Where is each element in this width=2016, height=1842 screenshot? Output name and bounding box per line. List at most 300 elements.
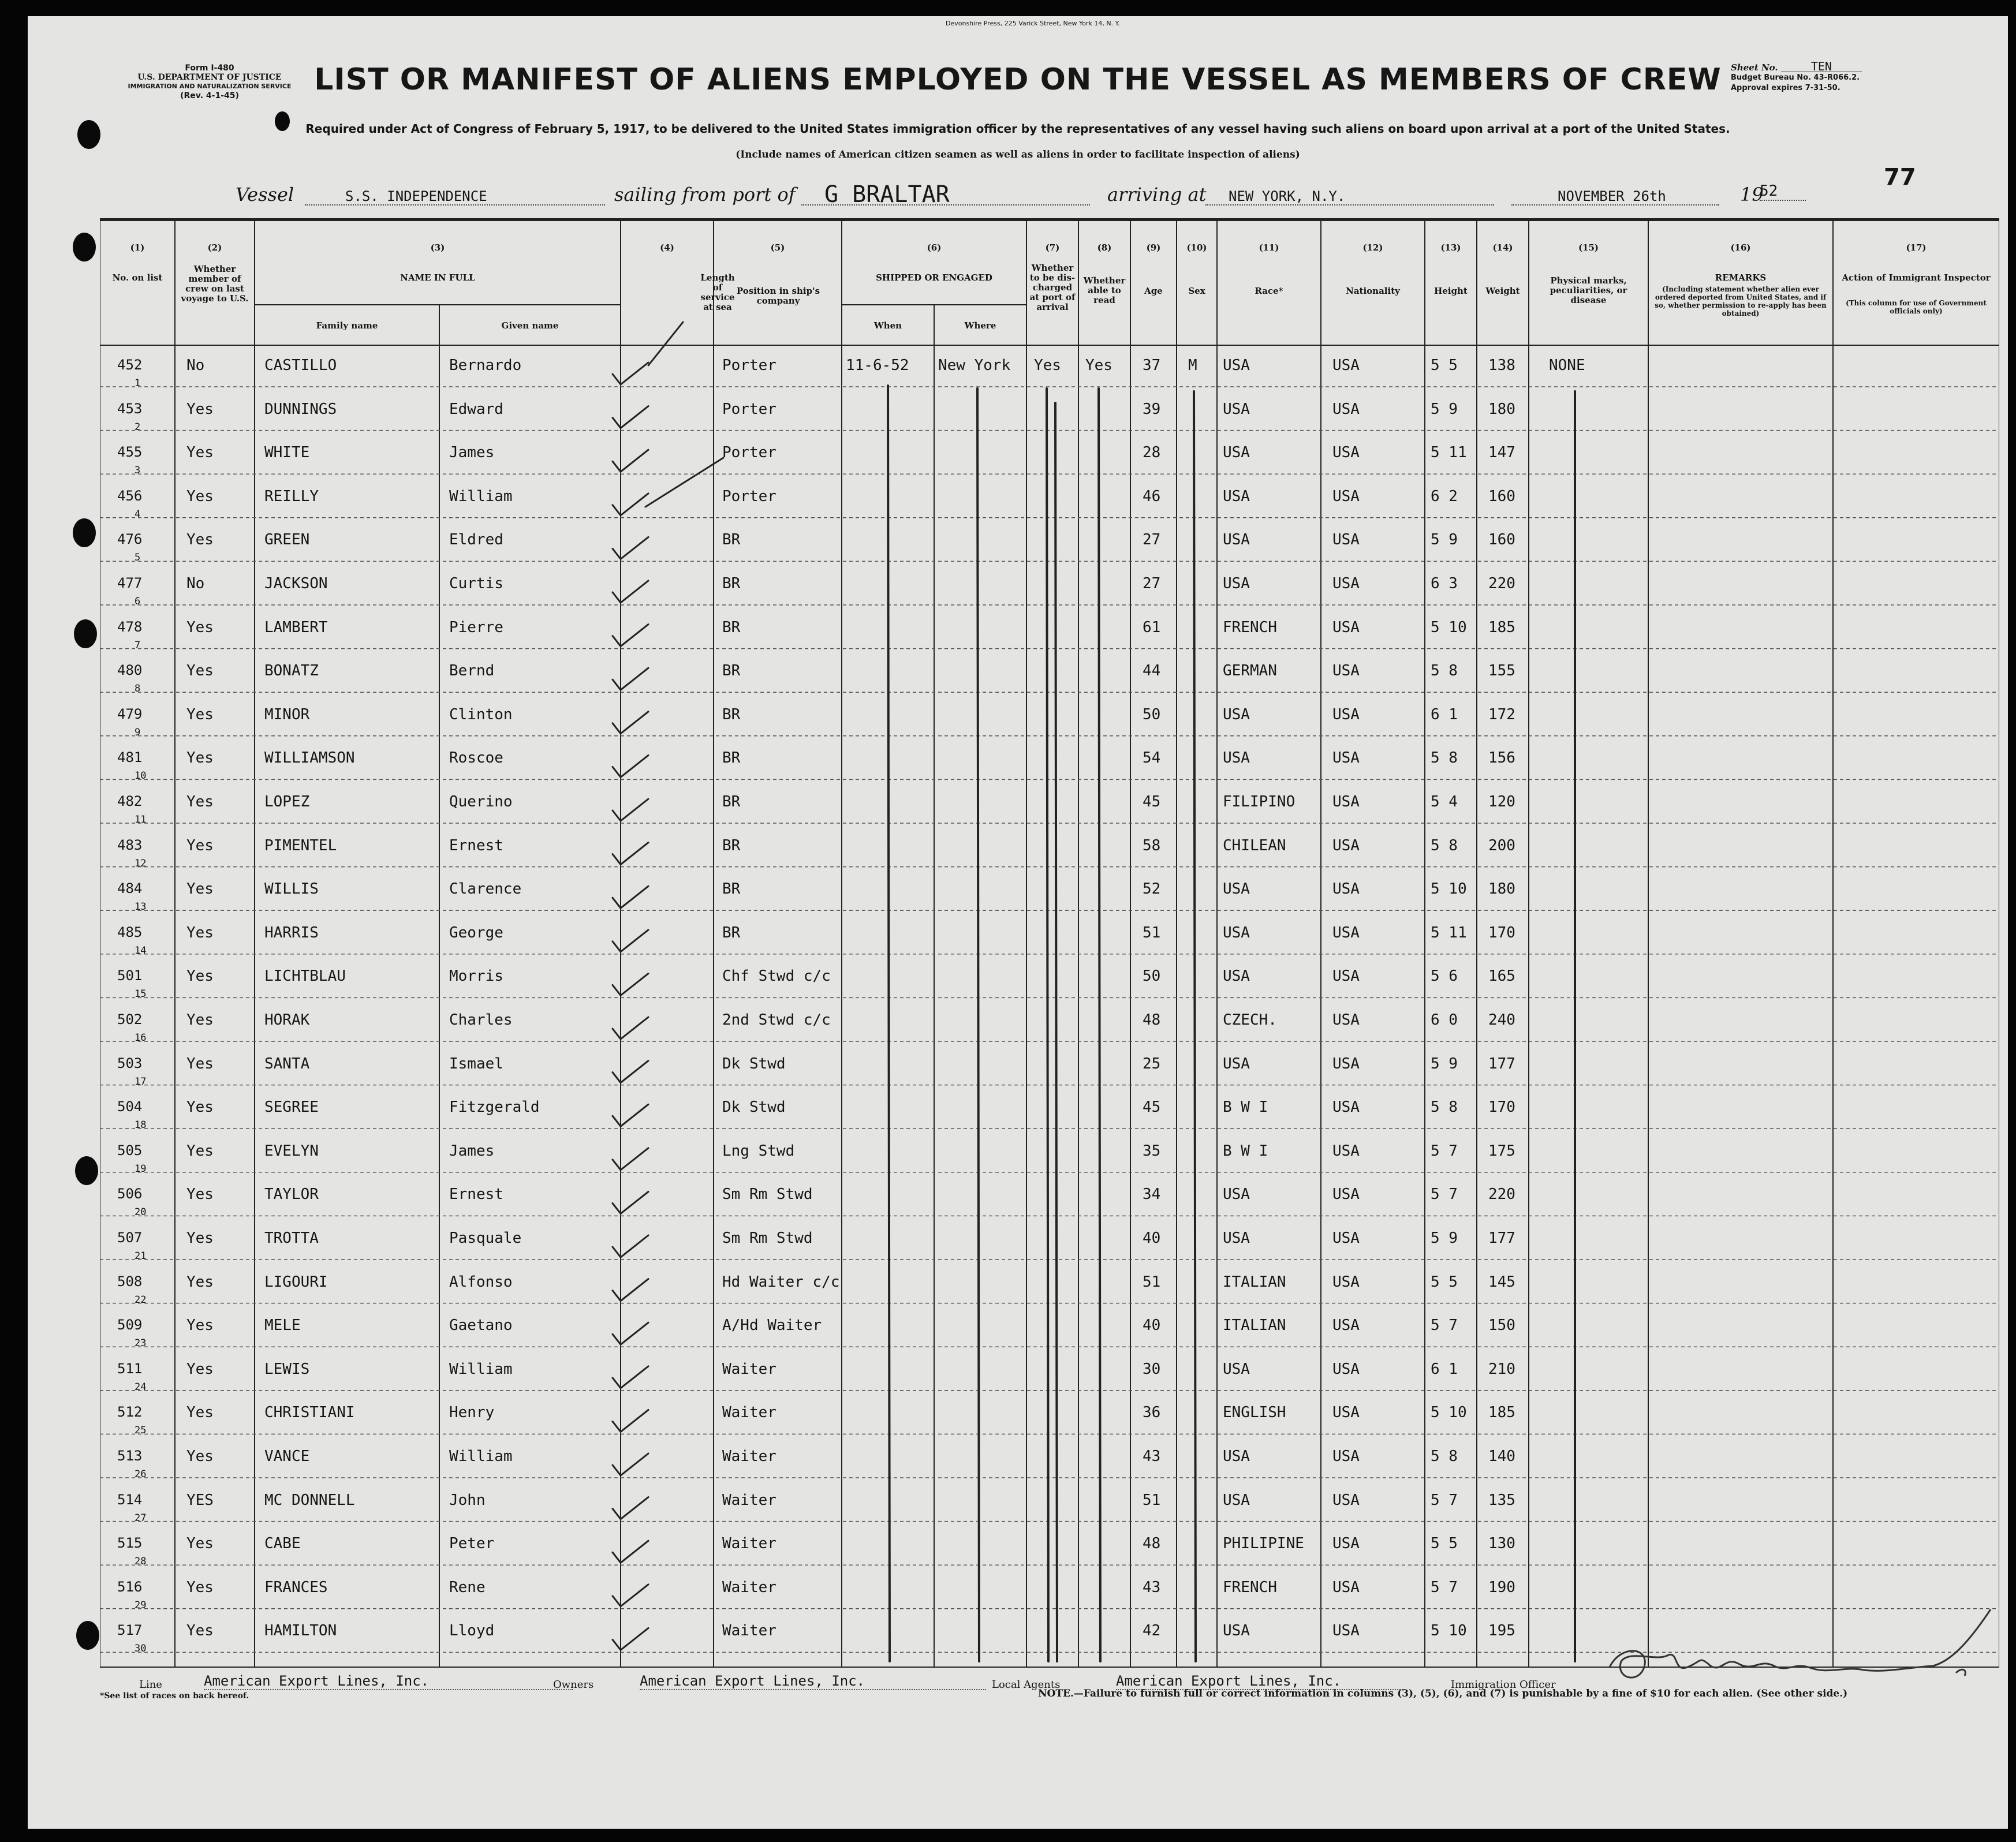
cell-prev: Yes [186,487,214,505]
cell-weight: 185 [1488,618,1515,636]
cell-no: 509 [117,1317,143,1333]
cell-height: 6 1 [1431,1360,1458,1378]
cell-race: USA [1223,1230,1250,1247]
cell-weight: 135 [1488,1491,1515,1509]
cell-race: ITALIAN [1223,1273,1286,1291]
vessel-name: S.S. INDEPENDENCE [305,188,605,206]
col-sex: Sex [1188,286,1205,296]
year-prefix: 19 [1740,184,1764,206]
cell-age: 45 [1143,793,1161,810]
check-mark [613,755,648,777]
budget-number: Budget Bureau No. 43-R066.2. [1731,73,1860,82]
cell-age: 54 [1143,749,1161,767]
cell-prev: Yes [186,1578,214,1596]
cell-weight: 177 [1488,1055,1515,1073]
col-list-number: No. on list [112,272,163,283]
cell-prev: Yes [186,1011,214,1029]
cell-no: 506 [117,1186,143,1202]
cell-weight: 160 [1488,487,1515,505]
cell-position: Waiter [722,1491,776,1509]
officer-signature [1586,1598,2002,1708]
check-mark [613,1454,648,1475]
cell-given: Roscoe [449,749,503,767]
cell-race: USA [1223,1360,1250,1378]
cell-line-number: 30 [135,1643,147,1655]
cell-position: Waiter [722,1404,776,1422]
cell-position: Waiter [722,1448,776,1465]
col-num-5: (5) [770,242,785,253]
cell-age: 46 [1143,487,1161,505]
cell-line-number: 13 [135,901,147,913]
cell-no: 514 [117,1491,143,1508]
cell-no: 517 [117,1622,143,1639]
cell-line-number: 2 [135,421,141,433]
cell-family: LAMBERT [264,618,328,636]
col-race: Race* [1255,286,1283,296]
cell-weight: 170 [1488,1099,1515,1116]
cell-discharge: Yes [1034,357,1061,374]
cell-no: 477 [117,575,143,591]
check-mark [613,886,648,908]
cell-line-number: 4 [135,508,141,520]
cell-no: 478 [117,618,143,635]
cell-race: USA [1223,1055,1250,1073]
cell-prev: Yes [186,444,214,462]
form-revision: (Rev. 4-1-45) [180,91,239,100]
check-mark [613,625,648,647]
cell-race: USA [1223,1448,1250,1465]
cell-family: SANTA [264,1055,310,1073]
cell-weight: 240 [1488,1011,1515,1029]
cell-line-number: 15 [135,988,147,1000]
cell-line-number: 9 [135,726,141,738]
cell-given: Peter [449,1535,495,1553]
col-when: When [873,320,902,331]
cell-race: USA [1223,705,1250,723]
cell-age: 50 [1143,967,1161,985]
cell-race: USA [1223,749,1250,767]
cell-race: FRENCH [1223,618,1277,636]
sheet-value: TEN [1781,61,1862,72]
cell-height: 5 7 [1431,1491,1458,1509]
cell-age: 48 [1143,1011,1161,1029]
cell-race: USA [1223,575,1250,592]
cell-age: 40 [1143,1230,1161,1247]
cell-nationality: USA [1332,705,1360,723]
cell-height: 5 11 [1431,924,1467,941]
cell-race: B W I [1223,1099,1268,1116]
cell-height: 5 10 [1431,880,1467,898]
cell-prev: Yes [186,1230,214,1247]
cell-position: Dk Stwd [722,1055,786,1073]
cell-nationality: USA [1332,531,1360,549]
cell-race: USA [1223,1622,1250,1640]
cell-line-number: 21 [135,1250,147,1262]
cell-line-number: 24 [135,1381,147,1393]
cell-age: 43 [1143,1578,1161,1596]
cell-age: 51 [1143,1273,1161,1291]
cell-no: 476 [117,531,143,548]
cell-height: 5 7 [1431,1142,1458,1160]
col-num-7: (7) [1045,242,1060,253]
cell-weight: 190 [1488,1578,1515,1596]
departure-port: G BRALTAR [801,181,1090,206]
cell-height: 5 7 [1431,1317,1458,1335]
owners-label: Owners [553,1679,594,1691]
cell-height: 6 1 [1431,705,1458,723]
cell-nationality: USA [1332,924,1360,941]
cell-family: TAYLOR [264,1186,319,1204]
cell-weight: 220 [1488,575,1515,592]
cell-position: 2nd Stwd c/c [722,1011,831,1029]
cell-line-number: 1 [135,378,141,389]
col-shipped-engaged: SHIPPED OR ENGAGED [876,272,992,283]
check-mark [613,1497,648,1519]
cell-line-number: 6 [135,596,141,607]
cell-nationality: USA [1332,618,1360,636]
cell-given: Morris [449,967,503,985]
cell-read: Yes [1085,357,1112,374]
penalty-note: NOTE.—Failure to furnish full or correct information in columns (3), (5), (6), and (7) is punishable by a fine of $10 for each alien. (See other side.) [1038,1688,1848,1699]
cell-given: Bernardo [449,357,522,374]
cell-family: MELE [264,1317,301,1335]
cell-height: 5 5 [1431,1273,1458,1291]
cell-line-number: 12 [135,857,147,869]
cell-line-number: 14 [135,944,147,957]
cell-position: Hd Waiter c/c [722,1273,840,1291]
cell-weight: 150 [1488,1317,1515,1335]
col-weight: Weight [1485,286,1520,296]
cell-family: GREEN [264,531,310,549]
cell-prev: Yes [186,662,214,680]
cell-given: John [449,1491,486,1509]
cell-line-number: 8 [135,683,141,695]
cell-prev: No [186,575,205,592]
cell-height: 5 4 [1431,793,1458,810]
cell-family: WHITE [264,444,310,462]
department-name: U.S. DEPARTMENT OF JUSTICE [137,73,282,82]
cell-race: CHILEAN [1223,836,1286,854]
cell-nationality: USA [1332,967,1360,985]
cell-no: 511 [117,1360,143,1377]
agents-label: Local Agents [992,1679,1061,1691]
cell-prev: Yes [186,1317,214,1335]
cell-nationality: USA [1332,1273,1360,1291]
cell-family: TROTTA [264,1230,319,1247]
cell-age: 45 [1143,1099,1161,1116]
cell-weight: 145 [1488,1273,1515,1291]
check-mark [613,1061,648,1083]
cell-prev: Yes [186,1273,214,1291]
sailing-label: sailing from port of [614,184,796,206]
check-mark [613,406,648,428]
col-height: Height [1434,286,1468,296]
cell-height: 5 5 [1431,357,1458,374]
col-remarks-note: (Including statement whether alien ever ordered deported from United States, and if so, whether permission to re-apply has been obtained) [1655,285,1827,317]
cell-no: 484 [117,880,143,897]
cell-where: New York [938,357,1011,374]
cell-race: CZECH. [1223,1011,1277,1029]
cell-position: BR [722,531,741,549]
cell-height: 5 11 [1431,444,1467,462]
col-able-to-read: Whether able to read [1083,275,1126,305]
binder-hole [76,1621,99,1650]
check-mark [613,1279,648,1301]
cell-no: 479 [117,705,143,722]
check-mark [613,1235,648,1257]
cell-no: 507 [117,1230,143,1246]
cell-line-number: 3 [135,465,141,477]
cell-given: Henry [449,1404,495,1422]
cell-family: HORAK [264,1011,310,1029]
cell-no: 456 [117,487,143,504]
cell-family: REILLY [264,487,319,505]
cell-height: 5 10 [1431,618,1467,636]
col-where: Where [964,320,996,331]
cell-height: 6 3 [1431,575,1458,592]
manifest-sheet [28,16,2008,1829]
col-num-16: (16) [1730,242,1751,253]
cell-height: 5 9 [1431,400,1458,418]
col-family-name: Family name [316,320,378,331]
cell-line-number: 28 [135,1556,147,1568]
cell-line-number: 5 [135,552,141,564]
cell-nationality: USA [1332,444,1360,462]
col-num-17: (17) [1906,242,1927,253]
cell-nationality: USA [1332,1099,1360,1116]
check-mark [648,322,683,365]
cell-prev: Yes [186,705,214,723]
cell-family: CABE [264,1535,301,1553]
col-num-2: (2) [207,242,222,253]
cell-family: MC DONNELL [264,1491,355,1509]
cell-given: Clinton [449,705,513,723]
cell-nationality: USA [1332,1186,1360,1204]
cell-race: ITALIAN [1223,1317,1286,1335]
cell-weight: 165 [1488,967,1515,985]
cell-weight: 160 [1488,531,1515,549]
cell-given: Bernd [449,662,495,680]
cell-height: 5 10 [1431,1404,1467,1422]
cell-age: 42 [1143,1622,1161,1640]
cell-age: 37 [1143,357,1161,374]
cell-family: LIGOURI [264,1273,328,1291]
cell-position: Waiter [722,1578,776,1596]
col-num-8: (8) [1097,242,1112,253]
cell-age: 61 [1143,618,1161,636]
cell-no: 480 [117,662,143,679]
cell-position: BR [722,705,741,723]
cell-age: 50 [1143,705,1161,723]
check-mark [613,1366,648,1388]
table-rules [100,218,1999,1673]
cell-weight: 210 [1488,1360,1515,1378]
cell-position: BR [722,924,741,941]
cell-age: 35 [1143,1142,1161,1160]
cell-position: Waiter [722,1360,776,1378]
cell-weight: 180 [1488,400,1515,418]
cell-when: 11-6-52 [846,357,909,374]
cell-age: 30 [1143,1360,1161,1378]
col-num-3: (3) [430,242,445,253]
cell-line-number: 16 [135,1032,147,1044]
cell-age: 43 [1143,1448,1161,1465]
cell-nationality: USA [1332,1622,1360,1640]
cell-prev: Yes [186,1535,214,1553]
check-mark [613,843,648,865]
cell-position: A/Hd Waiter [722,1317,822,1335]
cell-given: Clarence [449,880,522,898]
cell-family: FRANCES [264,1578,328,1596]
cell-line-number: 29 [135,1599,147,1611]
cell-race: USA [1223,400,1250,418]
col-remarks: REMARKS [1715,272,1767,283]
cell-age: 44 [1143,662,1161,680]
cell-weight: 130 [1488,1535,1515,1553]
cell-prev: Yes [186,836,214,854]
check-mark [613,668,648,690]
vessel-label: Vessel [236,184,294,206]
cell-nationality: USA [1332,880,1360,898]
col-num-11: (11) [1259,242,1279,253]
check-mark [613,581,648,603]
check-mark [613,973,648,995]
cell-given: William [449,1360,513,1378]
cell-no: 482 [117,793,143,809]
cell-height: 5 8 [1431,1448,1458,1465]
cell-nationality: USA [1332,1448,1360,1465]
col-age: Age [1144,286,1163,296]
cell-age: 48 [1143,1535,1161,1553]
crew-table [100,218,1999,1673]
arriving-label: arriving at [1107,184,1207,206]
cell-weight: 195 [1488,1622,1515,1640]
cell-family: HAMILTON [264,1622,337,1640]
cell-height: 5 9 [1431,1230,1458,1247]
cell-position: Sm Rm Stwd [722,1230,813,1247]
cell-prev: Yes [186,531,214,549]
check-mark [645,458,723,507]
officer-label: Immigration Officer [1451,1679,1556,1691]
cell-race: USA [1223,531,1250,549]
cell-given: Rene [449,1578,486,1596]
check-mark [613,1017,648,1039]
col-num-1: (1) [130,242,145,253]
cell-no: 515 [117,1535,143,1552]
cell-position: Chf Stwd c/c [722,967,831,985]
cell-given: Ismael [449,1055,503,1073]
line-label: Line [139,1679,162,1691]
cell-age: 27 [1143,575,1161,592]
cell-weight: 138 [1488,357,1515,374]
cell-no: 453 [117,400,143,417]
cell-given: Ernest [449,1186,503,1204]
col-discharged: Whether to be dis-charged at port of arrival [1029,263,1076,312]
cell-line-number: 23 [135,1337,147,1350]
cell-weight: 170 [1488,924,1515,941]
cell-family: CHRISTIANI [264,1404,355,1422]
cell-family: LOPEZ [264,793,310,810]
cell-height: 5 6 [1431,967,1458,985]
cell-given: Eldred [449,531,503,549]
cell-line-number: 10 [135,770,147,782]
form-title: LIST OR MANIFEST OF ALIENS EMPLOYED ON THE VESSEL AS MEMBERS OF CREW [314,62,1722,97]
cell-height: 5 5 [1431,1535,1458,1553]
check-mark [613,1628,648,1650]
cell-prev: Yes [186,1622,214,1640]
cell-position: BR [722,836,741,854]
cell-family: BONATZ [264,662,319,680]
cell-age: 39 [1143,400,1161,418]
cell-given: Pierre [449,618,503,636]
col-physical-marks: Physical marks, peculiarities, or disease [1550,275,1627,305]
cell-nationality: USA [1332,1142,1360,1160]
cell-line-number: 27 [135,1512,147,1524]
cell-age: 25 [1143,1055,1161,1073]
cell-height: 5 7 [1431,1578,1458,1596]
cell-sex: M [1188,357,1197,374]
cell-given: Edward [449,400,503,418]
cell-line-number: 25 [135,1425,147,1437]
col-num-9: (9) [1146,242,1161,253]
cell-age: 27 [1143,531,1161,549]
cell-age: 28 [1143,444,1161,462]
cell-age: 51 [1143,924,1161,941]
cell-family: WILLIS [264,880,319,898]
line-value: American Export Lines, Inc. [204,1673,573,1690]
cell-position: Waiter [722,1535,776,1553]
cell-position: BR [722,749,741,767]
cell-height: 5 9 [1431,1055,1458,1073]
form-number: Form I-480 [185,63,234,73]
cell-weight: 175 [1488,1142,1515,1160]
races-note: *See list of races on back hereof. [100,1691,249,1701]
cell-race: USA [1223,924,1250,941]
cell-position: BR [722,880,741,898]
cell-age: 34 [1143,1186,1161,1204]
check-mark [613,363,648,384]
cell-prev: Yes [186,1099,214,1116]
cell-marks: NONE [1549,357,1585,374]
cell-given: Lloyd [449,1622,495,1640]
cell-height: 5 8 [1431,836,1458,854]
cell-position: BR [722,793,741,810]
check-mark [613,1191,648,1213]
cell-position: Lng Stwd [722,1142,795,1160]
binder-hole [75,1156,98,1185]
cell-line-number: 17 [135,1075,147,1088]
check-mark [613,1541,648,1563]
cell-weight: 172 [1488,705,1515,723]
cell-age: 58 [1143,836,1161,854]
cell-prev: Yes [186,1404,214,1422]
cell-no: 516 [117,1578,143,1595]
cell-nationality: USA [1332,1055,1360,1073]
cell-age: 51 [1143,1491,1161,1509]
cell-nationality: USA [1332,1491,1360,1509]
col-name-in-full: NAME IN FULL [400,272,475,283]
col-num-15: (15) [1578,242,1599,253]
cell-position: Sm Rm Stwd [722,1186,813,1204]
cell-prev: Yes [186,1142,214,1160]
cell-no: 508 [117,1273,143,1290]
cell-prev: Yes [186,400,214,418]
cell-nationality: USA [1332,575,1360,592]
cell-weight: 200 [1488,836,1515,854]
check-mark [613,1410,648,1432]
cell-race: USA [1223,880,1250,898]
cell-position: BR [722,618,741,636]
